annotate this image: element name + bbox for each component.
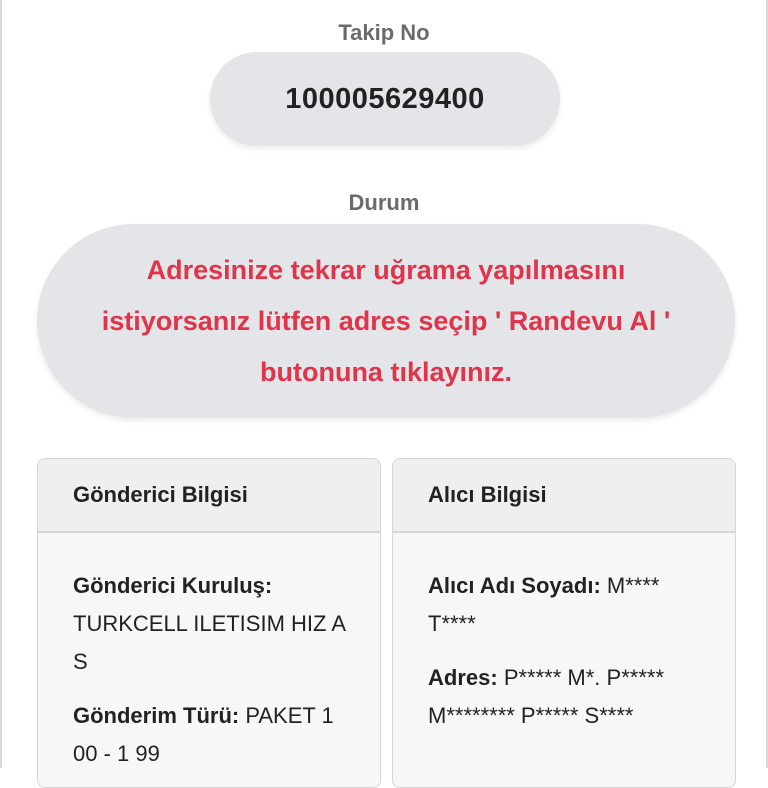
sender-card-title: Gönderici Bilgisi [38, 459, 380, 533]
receiver-address-label: Adres: [428, 665, 498, 690]
receiver-name-value: M**** T**** [428, 573, 660, 636]
shipment-type [73, 697, 345, 773]
receiver-card-title: Alıcı Bilgisi [393, 459, 735, 533]
sender-org-label: Gönderici Kuruluş: [73, 573, 273, 598]
status-message: Adresinize tekrar uğrama yapılmasını istiyorsanız lütfen adres seçip ' Randevu Al ' butonuna tıklayınız. [37, 224, 735, 418]
receiver-address [428, 659, 700, 735]
tracking-number: 100005629400 [210, 52, 560, 146]
shipment-type-value: PAKET 1 00 - 1 99 [73, 703, 334, 766]
tracking-label: Takip No [338, 20, 430, 45]
receiver-name [428, 567, 700, 643]
receiver-card [392, 458, 736, 788]
sender-card [37, 458, 381, 788]
receiver-address-value: P***** M*. P***** M******** P***** S**** [428, 665, 664, 728]
sender-org [73, 567, 345, 681]
sender-org-value: TURKCELL ILETISIM HIZ A S [73, 611, 345, 674]
receiver-name-label: Alıcı Adı Soyadı: [428, 573, 601, 598]
status-label: Durum [348, 190, 420, 215]
shipment-type-label: Gönderim Türü: [73, 703, 240, 728]
